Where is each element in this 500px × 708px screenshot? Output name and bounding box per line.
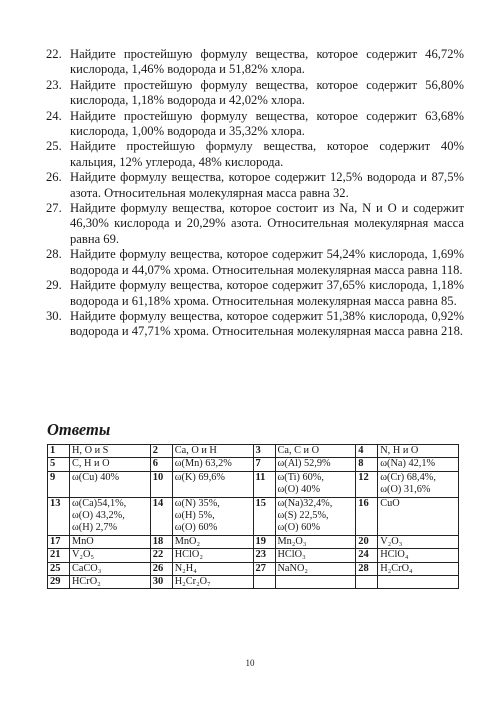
answer-value (172, 535, 253, 548)
answer-number: 14 (150, 497, 172, 535)
answer-number: 15 (253, 497, 275, 535)
answer-line: CaCO₃ (72, 562, 102, 574)
answer-number: 11 (253, 471, 275, 497)
answer-number: 16 (356, 497, 378, 535)
answer-line: ω(H) 2,7% (72, 522, 118, 534)
answer-value (70, 576, 151, 589)
answer-number: 25 (48, 562, 70, 575)
answer-number: 26 (150, 562, 172, 575)
problem-text: Найдите формулу вещества, которое содержит 12,5% водорода и 87,5% азота. Относительная молекулярная масса равна 32. (70, 170, 464, 200)
answer-line: H₂Cr₂O₇ (174, 576, 211, 588)
answer-value (378, 576, 459, 589)
answer-row (48, 562, 459, 575)
problem-number: 24. (46, 108, 62, 123)
answer-line: ω(S) 22,5%, (277, 510, 329, 522)
answer-number: 13 (48, 497, 70, 535)
answer-value (172, 562, 253, 575)
answer-value (70, 497, 151, 535)
answer-line: H₂CrO₄ (380, 562, 413, 574)
answer-line: HCrO₂ (72, 576, 101, 588)
answer-number: 10 (150, 471, 172, 497)
answer-row (48, 497, 459, 535)
answer-value (172, 576, 253, 589)
answer-row (48, 471, 459, 497)
answer-value (70, 562, 151, 575)
answer-line: ω(Mn) 63,2% (174, 458, 232, 470)
answer-number: 28 (356, 562, 378, 575)
answer-number: 24 (356, 549, 378, 562)
answer-number: 9 (48, 471, 70, 497)
problem-number: 22. (46, 47, 62, 61)
answer-number: 23 (253, 549, 275, 562)
answer-line: H, O и S (72, 445, 109, 456)
answer-value (275, 445, 356, 458)
answer-number: 30 (150, 576, 172, 589)
answer-number: 17 (48, 535, 70, 548)
answer-number: 4 (356, 445, 378, 458)
answer-line: Ca, C и O (277, 445, 320, 456)
answer-number: 8 (356, 458, 378, 471)
problem-number: 29. (46, 278, 62, 293)
answer-value (378, 549, 459, 562)
answer-number: 6 (150, 458, 172, 471)
answer-line: MnO₂ (174, 535, 201, 547)
problem-text: Найдите простейшую формулу вещества, которое содержит 46,72% кислорода, 1,46% водорода и 51,82% хлора. (70, 47, 464, 77)
answer-number: 19 (253, 535, 275, 548)
answer-line: Ca, O и H (174, 445, 217, 456)
answer-line: HClO₄ (380, 549, 409, 561)
answer-number: 5 (48, 458, 70, 471)
problem-text: Найдите простейшую формулу вещества, которое содержит 56,80% кислорода, 1,18% водорода и 42,02% хлора. (70, 77, 464, 108)
answer-row (48, 576, 459, 589)
answer-line: MnO (72, 535, 94, 547)
answer-line: N₂H₄ (174, 562, 197, 574)
answer-number: 1 (48, 445, 70, 458)
problem-item (46, 201, 464, 247)
answer-value (378, 445, 459, 458)
problem-number: 28. (46, 247, 62, 262)
answer-row (48, 445, 459, 458)
answer-line: ω(K) 69,6% (174, 471, 225, 483)
problem-item (46, 139, 464, 170)
answer-line: ω(O) 40% (277, 484, 321, 496)
problem-text: Найдите формулу вещества, которое содержит 51,38% кислорода, 0,92% водорода и 47,71% хрома. Относительная молекулярная масса равна 218. (70, 308, 464, 339)
problem-list (46, 47, 464, 340)
problem-number: 26. (46, 170, 62, 185)
answer-value (275, 562, 356, 575)
answer-number: 3 (253, 445, 275, 458)
answer-number (356, 576, 378, 589)
answer-value (70, 458, 151, 471)
answer-line: C, H и O (72, 458, 110, 470)
problem-text: Найдите формулу вещества, которое содержит 37,65% кислорода, 1,18% водорода и 61,18% хрома. Относительная молекулярная масса равна 85. (70, 278, 464, 308)
answer-number: 2 (150, 445, 172, 458)
problem-item (46, 278, 464, 309)
answer-value (275, 471, 356, 497)
problem-item (46, 47, 464, 78)
answer-value (275, 497, 356, 535)
answer-line: HClO₃ (277, 549, 306, 561)
answer-value (70, 549, 151, 562)
answer-line: ω(Cr) 68,4%, (380, 471, 436, 483)
answer-value (275, 576, 356, 589)
answer-line: N, H и O (380, 445, 419, 456)
answer-value (172, 458, 253, 471)
answers-table (47, 444, 459, 589)
answer-line: ω(O) 60% (174, 522, 218, 534)
answer-row (48, 549, 459, 562)
answer-number: 7 (253, 458, 275, 471)
problem-text: Найдите формулу вещества, которое содержит 54,24% кислорода, 1,69% водорода и 44,07% хрома. Относительная молекулярная масса равна 118. (70, 247, 464, 277)
answer-value (172, 497, 253, 535)
page-number: 10 (245, 658, 255, 668)
answer-number: 27 (253, 562, 275, 575)
problem-number: 23. (46, 77, 62, 92)
answer-line: ω(O) 60% (277, 522, 321, 534)
answer-line: ω(O) 43,2%, (72, 510, 125, 522)
answer-value (70, 471, 151, 497)
answer-value (378, 471, 459, 497)
answer-line: HClO₂ (174, 549, 203, 561)
answer-line: ω(Cu) 40% (72, 471, 120, 483)
answer-row (48, 535, 459, 548)
answer-number: 12 (356, 471, 378, 497)
answer-line: ω(Na)32,4%, (277, 497, 333, 509)
answer-value (378, 562, 459, 575)
answer-line: ω(Ca)54,1%, (72, 497, 127, 509)
answer-line: Mn₂O₃ (277, 535, 307, 547)
problem-item (46, 170, 464, 201)
answer-value (378, 535, 459, 548)
problem-item (46, 309, 464, 340)
answer-line: ω(Na) 42,1% (380, 458, 436, 470)
answer-line: ω(Al) 52,9% (277, 458, 331, 470)
answer-line: ω(N) 35%, (174, 497, 220, 509)
answer-value (378, 458, 459, 471)
answer-line: CuO (380, 497, 400, 509)
problem-item (46, 247, 464, 278)
answer-line: V₂O₅ (72, 549, 95, 561)
problem-text: Найдите простейшую формулу вещества, которое содержит 40% кальция, 12% углерода, 48% кислорода. (70, 139, 464, 169)
answer-number: 18 (150, 535, 172, 548)
answer-number (253, 576, 275, 589)
problem-item (46, 78, 464, 109)
problem-number: 27. (46, 201, 62, 216)
answer-line: ω(O) 31,6% (380, 484, 431, 496)
answer-value (172, 549, 253, 562)
answer-value (172, 445, 253, 458)
answer-value (275, 458, 356, 471)
answer-line: ω(Ti) 60%, (277, 471, 324, 483)
answer-line: NaNO₂ (277, 562, 308, 574)
answer-value (172, 471, 253, 497)
answer-row (48, 458, 459, 471)
answer-line: V₂O₃ (380, 535, 403, 547)
answer-value (275, 549, 356, 562)
answers-title: Ответы (47, 420, 111, 439)
problem-text: Найдите формулу вещества, которое состоит из Na, N и O и содержит 46,30% кислорода и 20,29% азота. Относительная молекулярная масса равна 69. (70, 201, 464, 246)
answer-number: 29 (48, 576, 70, 589)
answer-value (275, 535, 356, 548)
problem-item (46, 109, 464, 140)
answer-value (70, 535, 151, 548)
answer-value (70, 445, 151, 458)
answer-number: 21 (48, 549, 70, 562)
problem-number: 30. (46, 308, 62, 323)
answer-line: ω(H) 5%, (174, 510, 215, 522)
answer-number: 22 (150, 549, 172, 562)
answer-value (378, 497, 459, 535)
problem-number: 25. (46, 139, 62, 154)
answer-number: 20 (356, 535, 378, 548)
problem-text: Найдите простейшую формулу вещества, которое содержит 63,68% кислорода, 1,00% водорода и 35,32% хлора. (70, 108, 464, 139)
